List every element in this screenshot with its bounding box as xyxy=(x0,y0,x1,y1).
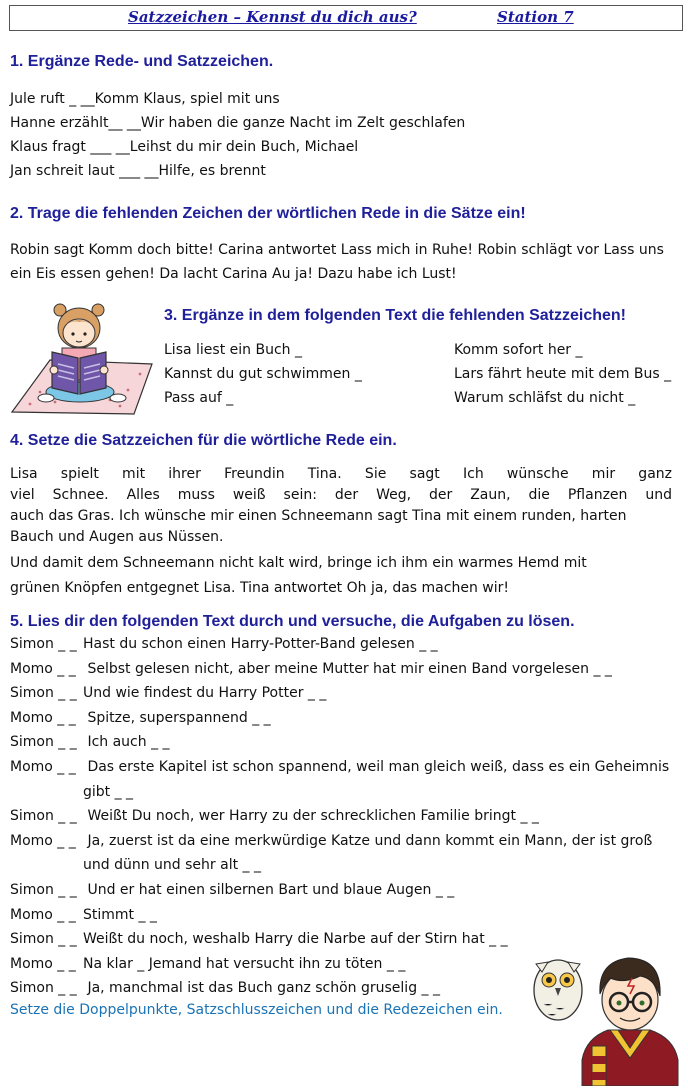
exercise-line: Robin sagt Komm doch bitte! Carina antwortet Lass mich in Ruhe! Robin schlägt vor Lass uns xyxy=(10,242,664,258)
station-label: Station 7 xyxy=(497,8,574,26)
dialog-line xyxy=(10,955,405,973)
paragraph-line: auch das Gras. Ich wünsche mir einen Schneemann sagt Tina mit einem runden, harten xyxy=(10,508,627,524)
dialog-text: Weißt Du noch, wer Harry zu der schrecklichen Familie bringt _ _ xyxy=(83,808,539,825)
dialog-line xyxy=(10,930,508,948)
section-4-paragraph xyxy=(10,464,672,548)
speaker-label: Simon _ _ xyxy=(10,636,77,652)
dialog-text: Und er hat einen silbernen Bart und blaue Augen _ _ xyxy=(83,882,455,898)
dialog-line xyxy=(10,807,539,825)
dialog-line xyxy=(10,758,669,776)
speaker-label: Simon _ _ xyxy=(10,882,77,898)
dialog-continuation: und dünn und sehr alt _ _ xyxy=(83,857,261,874)
dialog-text: Ja, manchmal ist das Buch ganz schön gruselig _ _ xyxy=(83,980,440,997)
section-3-heading: 3. Ergänze in dem folgenden Text die fehlenden Satzzeichen! xyxy=(164,307,627,324)
paragraph-line: Bauch und Augen aus Nüssen. xyxy=(10,529,224,545)
dialog-line xyxy=(10,832,652,850)
exercise-line: Jan schreit laut ___ __Hilfe, es brennt xyxy=(10,163,266,179)
exercise-line: Hanne erzählt__ __Wir haben die ganze Nacht im Zelt geschlafen xyxy=(10,115,466,131)
exercise-line: ein Eis essen gehen! Da lacht Carina Au ja! Dazu habe ich Lust! xyxy=(10,266,457,282)
dialog-text: Selbst gelesen nicht, aber meine Mutter hat mir einen Band vorgelesen _ _ xyxy=(83,660,612,677)
section-1-heading: 1. Ergänze Rede- und Satzzeichen. xyxy=(10,53,274,70)
owl-and-boy-illustration xyxy=(528,938,682,1086)
section-4-heading: 4. Setze die Satzzeichen für die wörtliche Rede ein. xyxy=(10,432,397,449)
dialog-continuation: gibt _ _ xyxy=(83,783,134,800)
dialog-line xyxy=(10,906,157,924)
section-2-heading: 2. Trage die fehlenden Zeichen der wörtlichen Rede in die Sätze ein! xyxy=(10,205,526,222)
speaker-label: Momo _ _ xyxy=(10,955,76,972)
paragraph-line: Lisa spielt mit ihrer Freundin Tina. Sie sagt Ich wünsche mir ganz xyxy=(10,466,672,482)
speaker-label: Momo _ _ xyxy=(10,709,76,726)
dialog-line xyxy=(10,979,440,997)
exercise-line: Pass auf _ xyxy=(164,390,234,406)
paragraph-line: viel Schnee. Alles muss weiß sein: der Weg, der Zaun, die Pflanzen und xyxy=(10,487,672,503)
exercise-line: Jule ruft _ __Komm Klaus, spiel mit uns xyxy=(10,91,280,107)
dialog-line xyxy=(10,709,271,727)
speaker-label: Simon _ _ xyxy=(10,808,77,825)
exercise-line: Klaus fragt ___ __Leihst du mir dein Buch, Michael xyxy=(10,139,359,155)
speaker-label: Simon _ _ xyxy=(10,685,77,702)
dialog-text: Das erste Kapitel ist schon spannend, weil man gleich weiß, dass es ein Geheimnis xyxy=(83,759,670,775)
dialog-text: Und wie findest du Harry Potter _ _ xyxy=(83,685,327,702)
dialog-text: Weißt du noch, weshalb Harry die Narbe auf der Stirn hat _ _ xyxy=(83,931,508,948)
dialog-line xyxy=(10,733,170,751)
exercise-line: Komm sofort her _ xyxy=(454,342,583,358)
speaker-label: Momo _ _ xyxy=(10,906,76,923)
dialog-text: Ja, zuerst ist da eine merkwürdige Katze und dann kommt ein Mann, der ist groß xyxy=(83,832,653,849)
dialog-line xyxy=(10,684,326,702)
exercise-line: Kannst du gut schwimmen _ xyxy=(164,366,362,382)
dialog-text: Stimmt _ _ xyxy=(83,906,157,923)
worksheet-header xyxy=(9,5,683,31)
dialog-line xyxy=(10,881,454,899)
dialog-text: Hast du schon einen Harry-Potter-Band gelesen _ _ xyxy=(83,636,438,652)
paragraph-line: grünen Knöpfen entgegnet Lisa. Tina antwortet Oh ja, das machen wir! xyxy=(10,580,509,596)
dialog-text: Spitze, superspannend _ _ xyxy=(83,709,271,726)
speaker-label: Simon _ _ xyxy=(10,931,77,948)
exercise-line: Lars fährt heute mit dem Bus _ xyxy=(454,366,672,382)
speaker-label: Momo _ _ xyxy=(10,660,76,677)
section-5-heading: 5. Lies dir den folgenden Text durch und versuche, die Aufgaben zu lösen. xyxy=(10,613,575,630)
paragraph-line: Und damit dem Schneemann nicht kalt wird, bringe ich ihm ein warmes Hemd mit xyxy=(10,555,587,571)
dialog-line xyxy=(10,660,612,678)
exercise-line: Lisa liest ein Buch _ xyxy=(164,342,302,358)
exercise-line: Warum schläfst du nicht _ xyxy=(454,390,636,406)
girl-reading-illustration xyxy=(10,302,154,416)
dialog-text: Na klar _ Jemand hat versucht ihn zu töten _ _ xyxy=(83,955,406,972)
instruction-text: Setze die Doppelpunkte, Satzschlusszeichen und die Redezeichen ein. xyxy=(10,1002,503,1018)
dialog-line xyxy=(10,635,438,653)
worksheet-title: Satzzeichen – Kennst du dich aus? xyxy=(128,8,417,26)
speaker-label: Momo _ _ xyxy=(10,832,76,849)
dialog-text: Ich auch _ _ xyxy=(83,734,170,751)
speaker-label: Momo _ _ xyxy=(10,759,76,775)
speaker-label: Simon _ _ xyxy=(10,734,77,751)
speaker-label: Simon _ _ xyxy=(10,980,77,997)
